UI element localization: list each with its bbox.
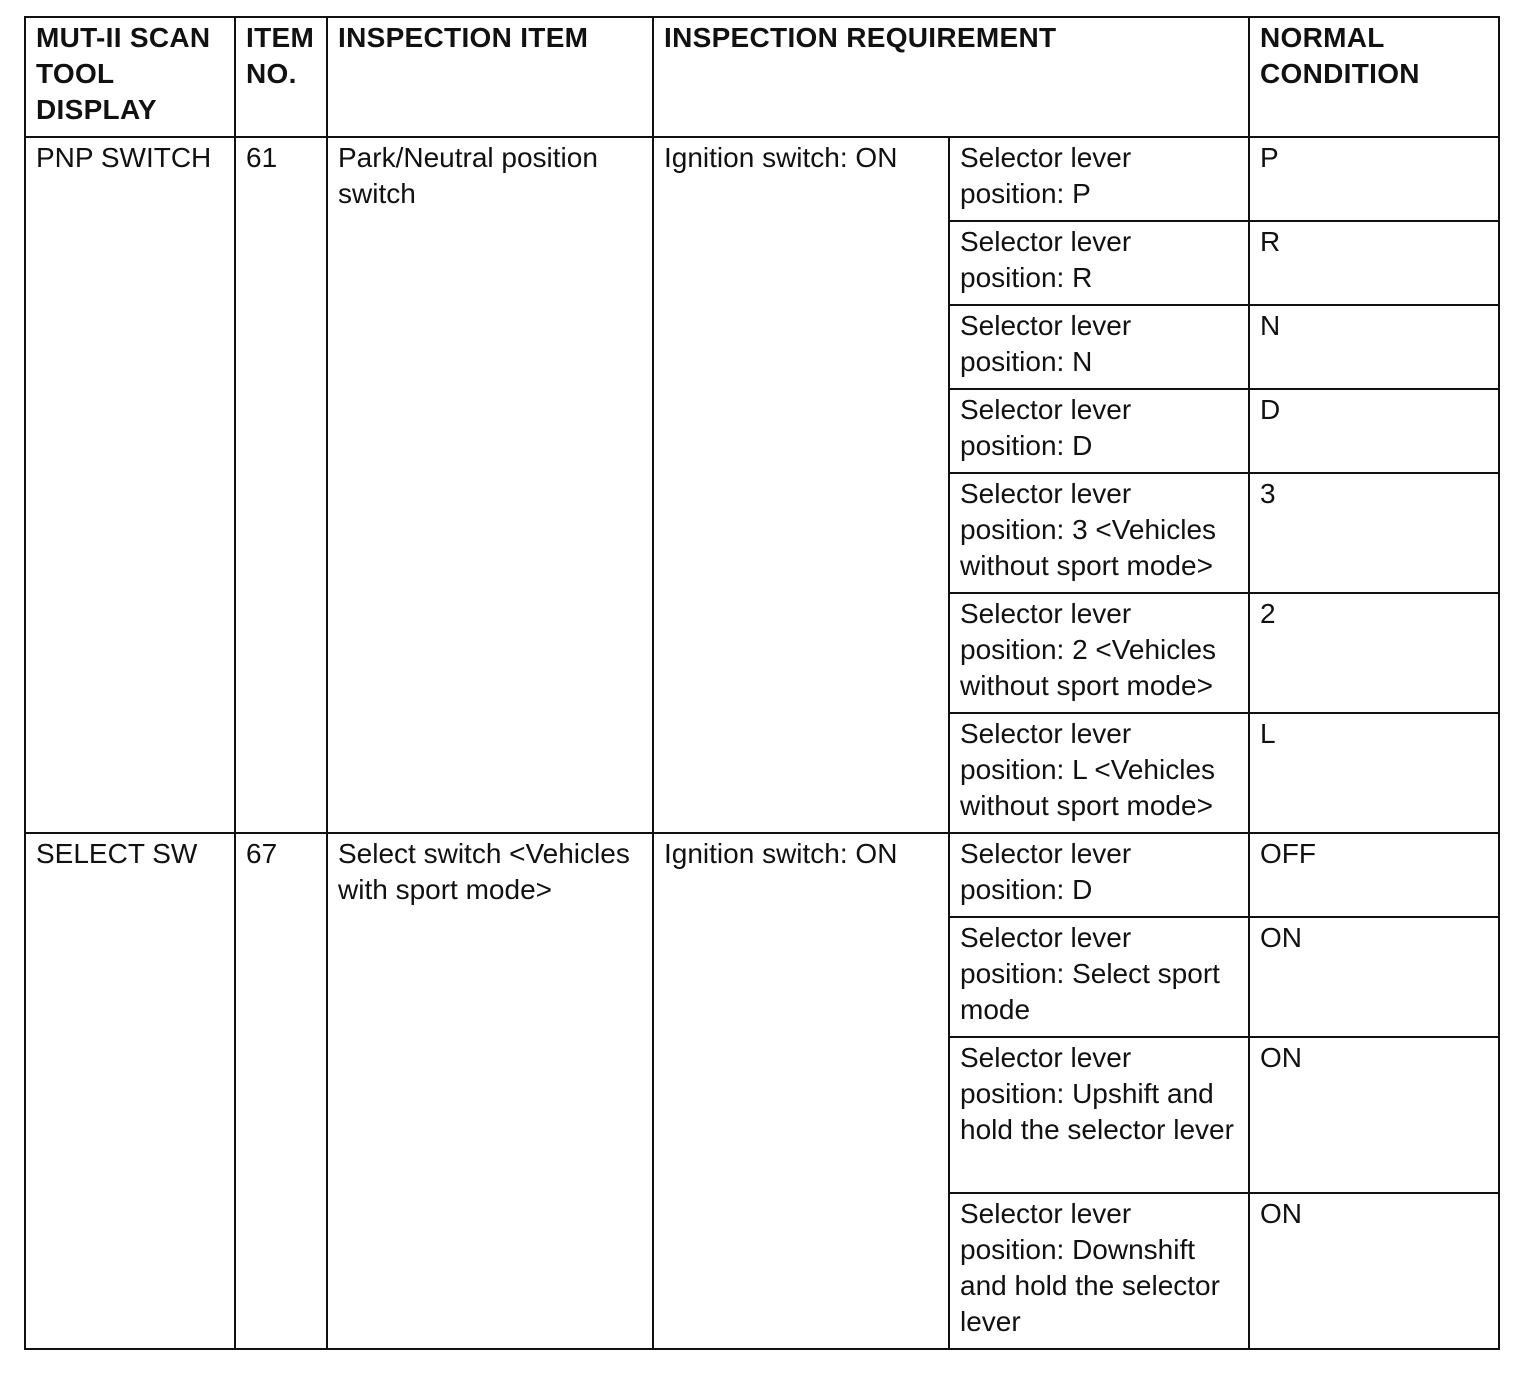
header-item-no: ITEM NO.	[235, 17, 327, 137]
cell-normal-condition: ON	[1249, 917, 1499, 1037]
cell-condition: Selector lever position: D	[949, 389, 1249, 473]
inspection-table	[24, 16, 1500, 1350]
cell-normal-condition: R	[1249, 221, 1499, 305]
cell-normal-condition: OFF	[1249, 833, 1499, 917]
table-row	[25, 137, 1499, 221]
cell-normal-condition: 3	[1249, 473, 1499, 593]
header-scan-tool-display: MUT-II SCAN TOOL DISPLAY	[25, 17, 235, 137]
cell-item-no: 61	[235, 137, 327, 833]
cell-condition: Selector lever position: D	[949, 833, 1249, 917]
cell-normal-condition: ON	[1249, 1193, 1499, 1349]
cell-scan-tool-display: PNP SWITCH	[25, 137, 235, 833]
cell-condition: Selector lever position: L <Vehicles without sport mode>	[949, 713, 1249, 833]
cell-requirement: Ignition switch: ON	[653, 137, 949, 833]
cell-normal-condition: ON	[1249, 1037, 1499, 1193]
cell-normal-condition: 2	[1249, 593, 1499, 713]
cell-normal-condition: P	[1249, 137, 1499, 221]
cell-condition: Selector lever position: P	[949, 137, 1249, 221]
cell-scan-tool-display: SELECT SW	[25, 833, 235, 1349]
cell-item-no: 67	[235, 833, 327, 1349]
header-inspection-item: INSPECTION ITEM	[327, 17, 653, 137]
cell-inspection-item: Select switch <Vehicles with sport mode>	[327, 833, 653, 1349]
header-inspection-requirement: INSPECTION REQUIREMENT	[653, 17, 1249, 137]
cell-normal-condition: N	[1249, 305, 1499, 389]
cell-requirement: Ignition switch: ON	[653, 833, 949, 1349]
cell-condition: Selector lever position: N	[949, 305, 1249, 389]
cell-condition: Selector lever position: R	[949, 221, 1249, 305]
header-row	[25, 17, 1499, 137]
cell-inspection-item: Park/Neutral position switch	[327, 137, 653, 833]
cell-condition: Selector lever position: Select sport mode	[949, 917, 1249, 1037]
table-row	[25, 833, 1499, 917]
header-normal-condition: NORMAL CONDITION	[1249, 17, 1499, 137]
cell-condition: Selector lever position: Downshift and hold the selector lever	[949, 1193, 1249, 1349]
cell-condition: Selector lever position: 2 <Vehicles without sport mode>	[949, 593, 1249, 713]
cell-normal-condition: L	[1249, 713, 1499, 833]
cell-condition: Selector lever position: 3 <Vehicles without sport mode>	[949, 473, 1249, 593]
cell-condition: Selector lever position: Upshift and hold the selector lever	[949, 1037, 1249, 1193]
cell-normal-condition: D	[1249, 389, 1499, 473]
